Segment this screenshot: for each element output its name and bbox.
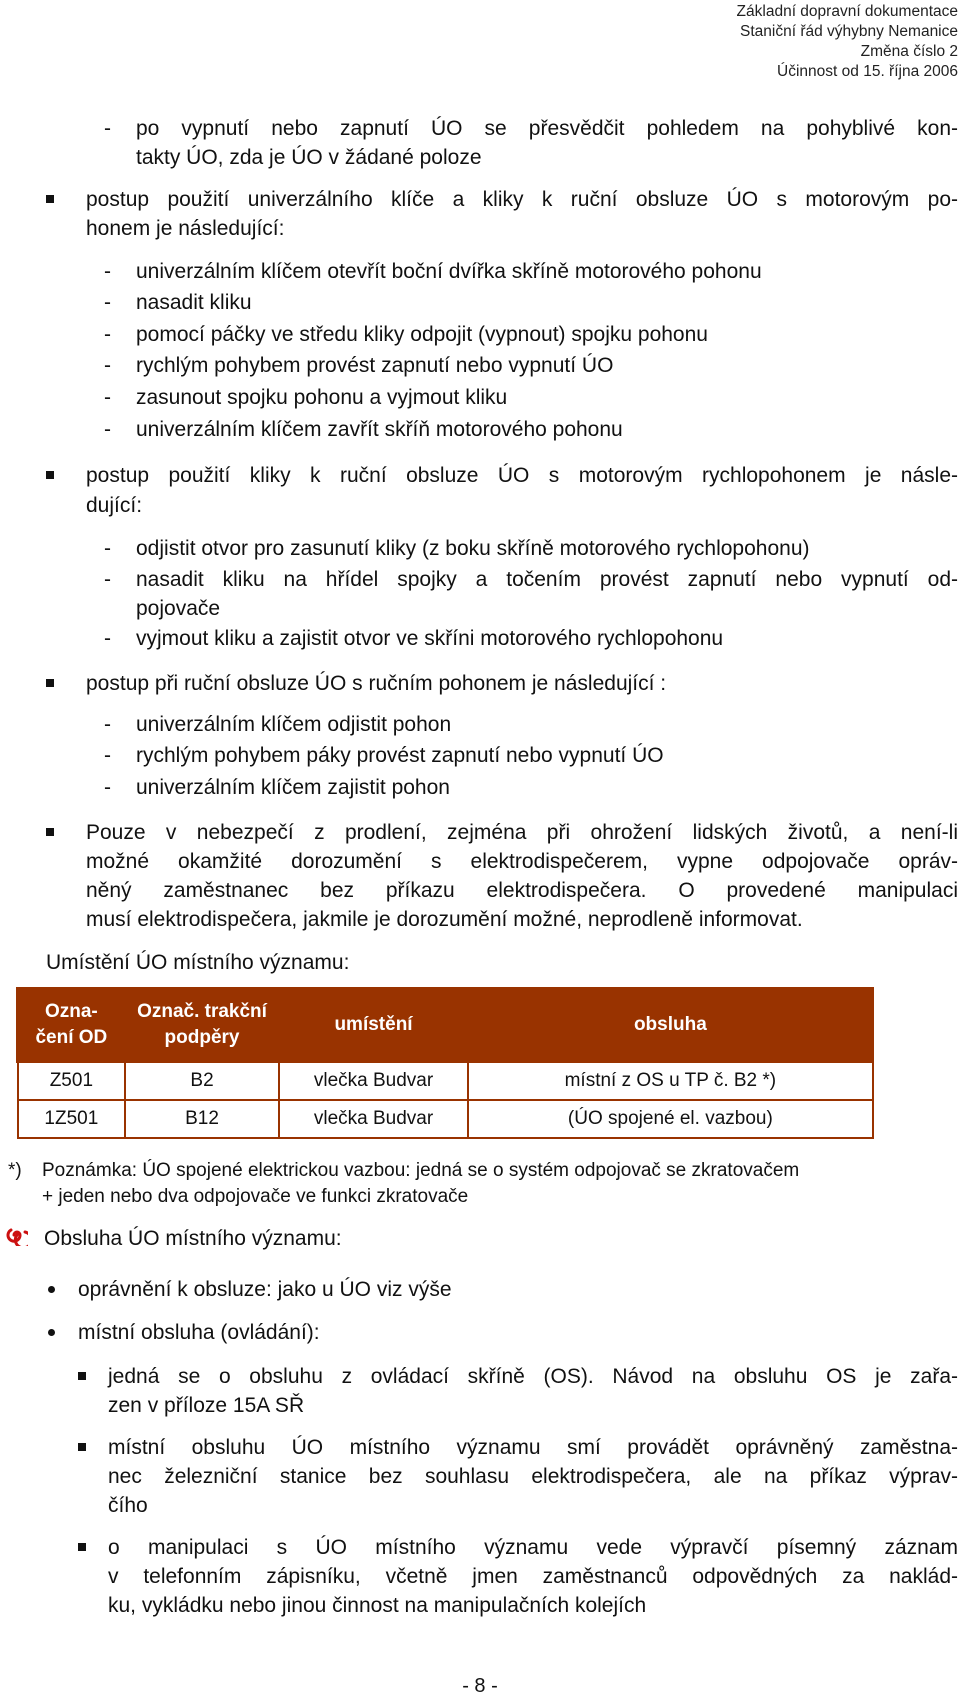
bullet4-line-1: Pouze v nebezpečí z prodlení, zejména při ohrožení lidských životů, a není-li (86, 821, 958, 844)
square-bullet-icon (78, 1372, 86, 1380)
dash-marker: - (104, 117, 111, 140)
document-header (737, 2, 958, 82)
sub1-line-1: jedná se o obsluhu z ovládací skříně (OS). Návod na obsluhu OS je zařa- (108, 1365, 958, 1388)
header-line-1: Základní dopravní dokumentace (736, 3, 958, 20)
cell-obsluha: místní z OS u TP č. B2 *) (468, 1062, 872, 1101)
bullet4-line-4: musí elektrodispečera, jakmile je dorozumění možné, neprodleně informovat. (86, 908, 803, 931)
note-line-1: Poznámka: ÚO spojené elektrickou vazbou: jedná se o systém odpojovač se zkratovačem (42, 1160, 800, 1181)
bullet1-item-4: rychlým pohybem provést zapnutí nebo vypnutí ÚO (136, 354, 614, 377)
bullet1-item-5: zasunout spojku pohonu a vyjmout kliku (136, 386, 508, 409)
intro-line-1: po vypnutí nebo zapnutí ÚO se přesvědčit pohledem na pohyblivé kon- (136, 117, 958, 140)
square-bullet-icon (46, 471, 54, 479)
cell-umisteni: vlečka Budvar (279, 1100, 468, 1138)
bullet4-line-2: možné okamžité dorozumění s elektrodispečerem, vypne odpojovače opráv- (86, 850, 958, 873)
dash-marker: - (104, 568, 111, 591)
bullet2-item-2-cont: pojovače (136, 597, 221, 620)
cell-obsluha: (ÚO spojené el. vazbou) (468, 1100, 872, 1138)
bullet3-item-2: rychlým pohybem páky provést zapnutí nebo vypnutí ÚO (136, 744, 664, 767)
cell-oznaceni: Z501 (18, 1062, 126, 1101)
bullet4-line-3: něný zaměstnanec bez příkazu elektrodispečera. O provedené manipulaci (86, 879, 958, 902)
sub3-line-1: o manipulaci s ÚO místního významu vede výpravčí písemný záznam (108, 1536, 958, 1559)
section2-dot-2: místní obsluha (ovládání): (78, 1321, 320, 1344)
dash-marker: - (104, 291, 111, 314)
round-bullet-icon (48, 1286, 55, 1293)
square-bullet-icon (78, 1543, 86, 1551)
sub3-line-3: ku, vykládku nebo jinou činnost na manipulačních kolejích (108, 1594, 647, 1617)
bullet1-line-2: honem je následující: (86, 217, 285, 240)
note-line-2: + jeden nebo dva odpojovače ve funkci zkratovače (42, 1186, 469, 1207)
bullet2-item-2: nasadit kliku na hřídel spojky a točením provést zapnutí nebo vypnutí od- (136, 568, 958, 591)
bullet1-line-1: postup použití univerzálního klíče a kliky k ruční obsluze ÚO s motorovým po- (86, 188, 958, 211)
header-oznaceni-od: Ozna- čení OD (18, 989, 126, 1062)
table-title: Umístění ÚO místního významu: (46, 951, 350, 974)
table-row (18, 1100, 873, 1138)
bullet3-line: postup při ruční obsluze ÚO s ručním pohonem je následující : (86, 672, 667, 695)
spiral-icon (6, 1224, 28, 1246)
bullet1-item-2: nasadit kliku (136, 291, 252, 314)
dash-marker: - (104, 776, 111, 799)
dash-marker: - (104, 418, 111, 441)
od-table (16, 987, 874, 1139)
sub2-line-1: místní obsluhu ÚO místního významu smí provádět oprávněný zaměstna- (108, 1436, 958, 1459)
bullet3-item-3: univerzálním klíčem zajistit pohon (136, 776, 450, 799)
cell-podpera: B2 (125, 1062, 279, 1101)
dash-marker: - (104, 386, 111, 409)
dash-marker: - (104, 627, 111, 650)
sub1-line-2: zen v příloze 15A SŘ (108, 1394, 305, 1417)
intro-line-2: takty ÚO, zda je ÚO v žádané poloze (136, 146, 482, 169)
cell-oznaceni: 1Z501 (18, 1100, 126, 1138)
header-line-2: Staniční řád výhybny Nemanice (740, 23, 958, 40)
sub2-line-2: nec železniční stanice bez souhlasu elektrodispečera, ale na příkaz výprav- (108, 1465, 958, 1488)
dash-marker: - (104, 323, 111, 346)
bullet1-item-6: univerzálním klíčem zavřít skříň motorového pohonu (136, 418, 623, 441)
header-obsluha: obsluha (468, 989, 872, 1062)
bullet2-item-1: odjistit otvor pro zasunutí kliky (z boku skříně motorového rychlopohonu) (136, 537, 810, 560)
dash-marker: - (104, 260, 111, 283)
dash-marker: - (104, 537, 111, 560)
table-header-row (18, 989, 873, 1062)
header-umisteni: umístění (279, 989, 468, 1062)
section2-dot-1: oprávnění k obsluze: jako u ÚO viz výše (78, 1278, 452, 1301)
cell-podpera: B12 (125, 1100, 279, 1138)
round-bullet-icon (48, 1329, 55, 1336)
note-mark: *) (8, 1160, 22, 1181)
square-bullet-icon (46, 679, 54, 687)
section2-title: Obsluha ÚO místního významu: (44, 1227, 342, 1250)
table-row (18, 1062, 873, 1101)
page-number: - 8 - (462, 1675, 498, 1697)
sub2-line-3: čího (108, 1494, 148, 1517)
dash-marker: - (104, 354, 111, 377)
dash-marker: - (104, 713, 111, 736)
bullet2-item-3: vyjmout kliku a zajistit otvor ve skříni motorového rychlopohonu (136, 627, 724, 650)
square-bullet-icon (46, 195, 54, 203)
header-oznac-trakcni-podpery: Označ. trakční podpěry (125, 989, 279, 1062)
square-bullet-icon (78, 1443, 86, 1451)
bullet1-item-3: pomocí páčky ve středu kliky odpojit (vypnout) spojku pohonu (136, 323, 708, 346)
cell-umisteni: vlečka Budvar (279, 1062, 468, 1101)
bullet2-line-1: postup použití kliky k ruční obsluze ÚO s motorovým rychlopohonem je násle- (86, 464, 958, 487)
bullet2-line-2: dující: (86, 494, 143, 517)
dash-marker: - (104, 744, 111, 767)
square-bullet-icon (46, 828, 54, 836)
bullet1-item-1: univerzálním klíčem otevřít boční dvířka skříně motorového pohonu (136, 260, 762, 283)
header-line-3: Změna číslo 2 (860, 43, 958, 60)
bullet3-item-1: univerzálním klíčem odjistit pohon (136, 713, 452, 736)
sub3-line-2: v telefonním zápisníku, včetně jmen zaměstnanců odpovědných za naklád- (108, 1565, 958, 1588)
header-line-4: Účinnost od 15. října 2006 (777, 63, 958, 80)
